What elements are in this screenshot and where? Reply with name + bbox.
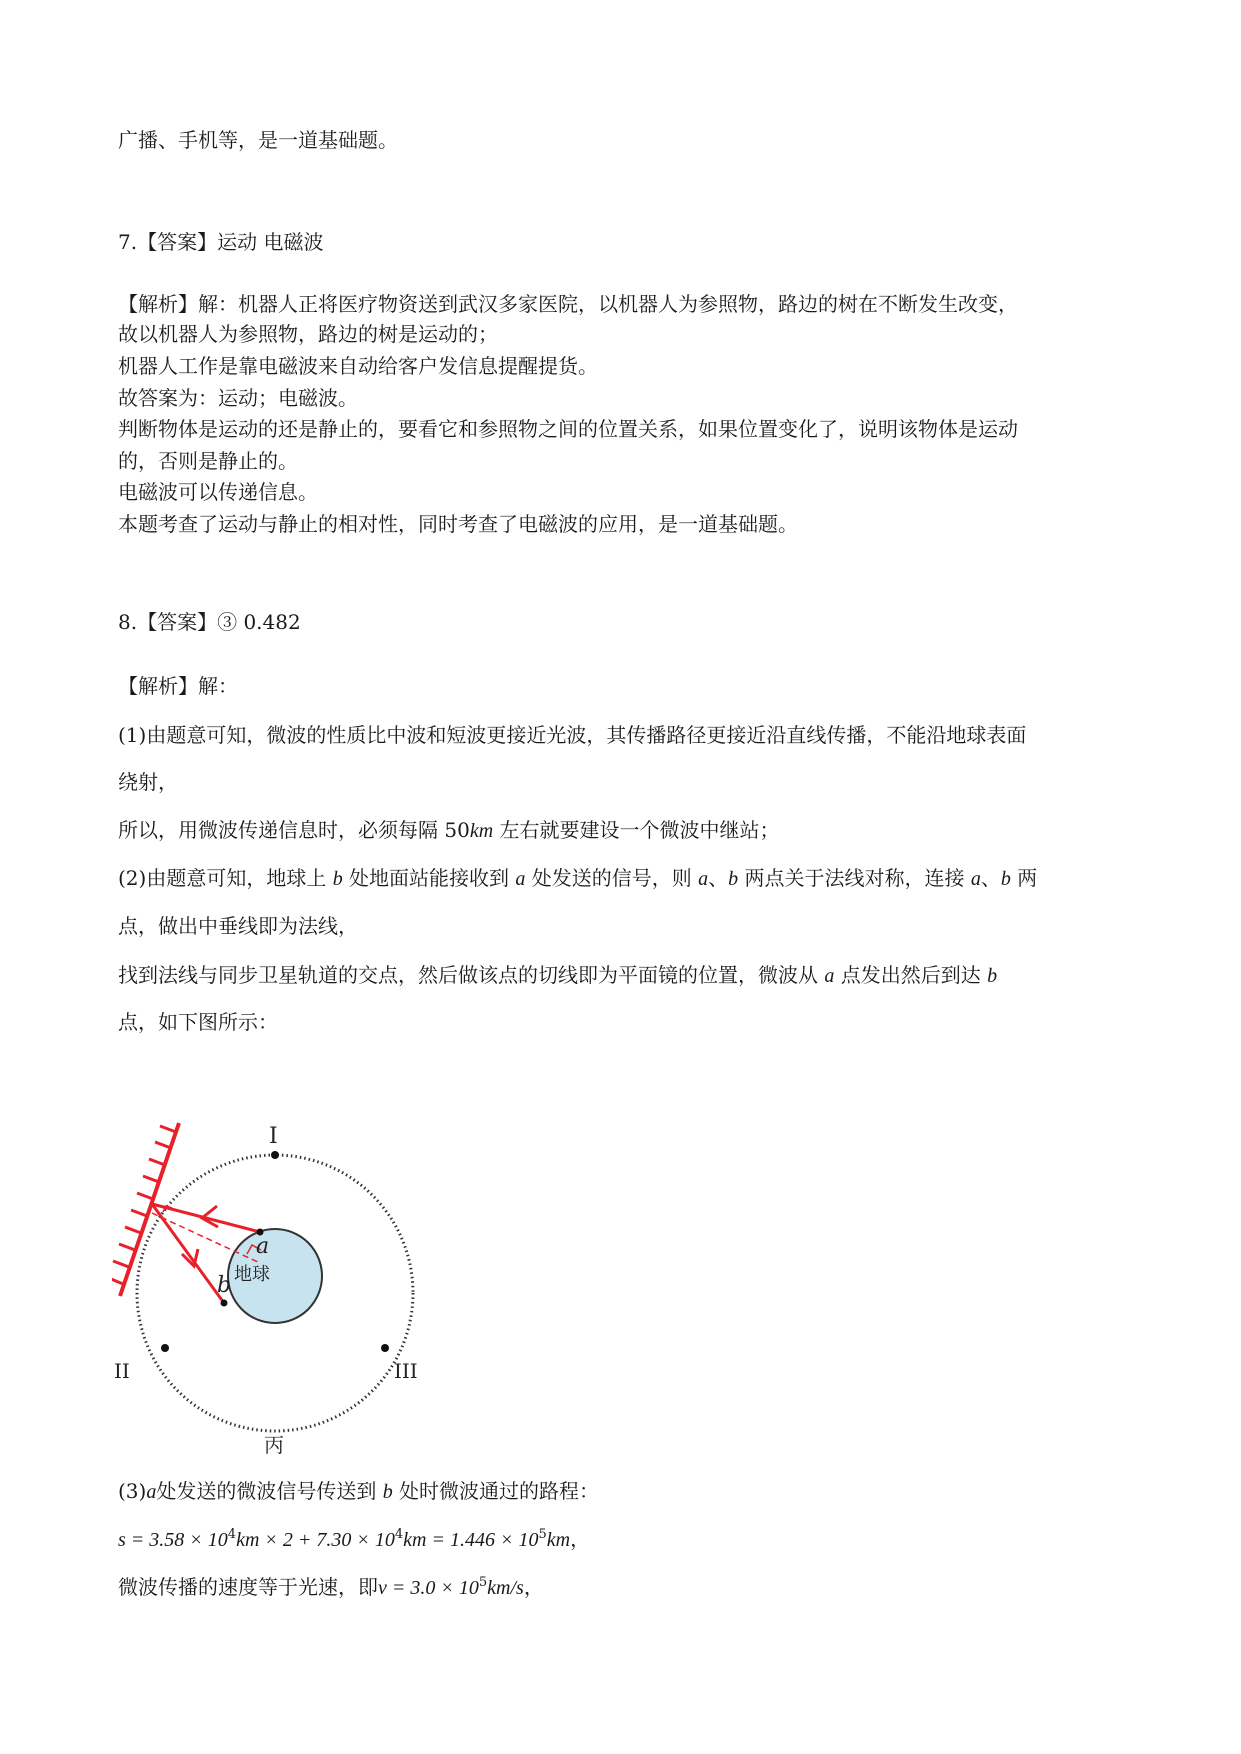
var-a: a <box>698 868 709 890</box>
text-line: 判断物体是运动的还是静止的，要看它和参照物之间的位置关系，如果位置变化了，说明该物体是运动 <box>118 417 1018 441</box>
text-span: ， <box>523 1575 544 1599</box>
text-line: 的，否则是静止的。 <box>118 449 298 473</box>
label-III: III <box>394 1359 418 1383</box>
text-line: 【解析】解： <box>118 674 238 698</box>
formula-part: km <box>546 1529 571 1551</box>
exponent: 5 <box>538 1527 547 1542</box>
text-line <box>118 1575 544 1600</box>
text-line: 广播、手机等，是一道基础题。 <box>118 128 398 152</box>
satellite-I-dot <box>271 1151 279 1159</box>
label-earth: 地球 <box>234 1264 270 1285</box>
var-a: a <box>146 1481 157 1503</box>
text-line <box>118 963 997 988</box>
text-span: ， <box>570 1527 591 1551</box>
text-line: 本题考查了运动与静止的相对性，同时考查了电磁波的应用，是一道基础题。 <box>118 512 798 536</box>
satellite-III-dot <box>381 1344 389 1352</box>
text-span: 左右就要建设一个微波中继站； <box>493 818 780 842</box>
q7-answer: 7.【答案】运动 电磁波 <box>118 230 324 254</box>
q8-answer: 8.【答案】③ 0.482 <box>118 610 301 634</box>
text-span: 两点关于法线对称，连接 <box>738 866 971 890</box>
text-line: 绕射， <box>118 770 178 794</box>
text-span: (2)由题意可知，地球上 <box>118 866 333 890</box>
var-a: a <box>515 868 526 890</box>
text-line: 【解析】解：机器人正将医疗物资送到武汉多家医院，以机器人为参照物，路边的树在不断发生改变， <box>118 292 1018 316</box>
label-a: a <box>256 1234 270 1259</box>
var-b: b <box>987 965 998 987</box>
formula-part: km = 1.446 × 10 <box>403 1529 539 1551</box>
satellite-mirror-figure <box>112 1108 442 1458</box>
text-line <box>118 866 1037 891</box>
text-span: 处发送的微波信号传送到 <box>156 1479 383 1503</box>
satellite-II-dot <box>161 1344 169 1352</box>
text-line <box>118 818 780 843</box>
text-line: 点，做出中垂线即为法线， <box>118 914 358 938</box>
text-line: (1)由题意可知，微波的性质比中波和短波更接近光波，其传播路径更接近沿直线传播，不能沿地球表面 <box>118 723 1027 747</box>
exponent: 4 <box>394 1527 404 1542</box>
text-line: 点，如下图所示： <box>118 1010 278 1034</box>
text-span: 、 <box>980 866 1001 890</box>
text-line: 故以机器人为参照物，路边的树是运动的； <box>118 322 498 346</box>
formula-line <box>118 1527 590 1552</box>
text-span: (3) <box>118 1479 147 1503</box>
text-line: 机器人工作是靠电磁波来自动给客户发信息提醒提货。 <box>118 354 598 378</box>
formula-part: v = 3.0 × 10 <box>378 1577 479 1599</box>
text-span: 两 <box>1010 866 1038 890</box>
text-span: 找到法线与同步卫星轨道的交点，然后做该点的切线即为平面镜的位置，微波从 <box>118 963 825 987</box>
text-span: 处地面站能接收到 <box>342 866 516 890</box>
incident-arrow-icon <box>202 1206 218 1227</box>
exponent: 4 <box>227 1527 237 1542</box>
point-b-dot <box>221 1300 228 1307</box>
var-b: b <box>728 868 739 890</box>
label-b: b <box>217 1273 232 1298</box>
formula-part: km/s <box>487 1577 524 1599</box>
text-line: 电磁波可以传递信息。 <box>118 480 318 504</box>
text-span: 、 <box>708 866 729 890</box>
exponent: 5 <box>478 1575 488 1590</box>
text-span: 处发送的信号，则 <box>525 866 699 890</box>
var-b: b <box>332 868 343 890</box>
var-b: b <box>382 1481 393 1503</box>
text-span: 微波传播的速度等于光速，即 <box>118 1575 378 1599</box>
text-line <box>118 1479 599 1504</box>
formula-part: km × 2 + 7.30 × 10 <box>236 1529 395 1551</box>
var-a: a <box>824 965 835 987</box>
label-I: I <box>269 1124 278 1149</box>
formula-part: s = 3.58 × 10 <box>118 1529 228 1551</box>
var-b: b <box>1000 868 1011 890</box>
text-span: 处时微波通过的路程： <box>392 1479 600 1503</box>
text-span: 所以，用微波传递信息时，必须每隔 50 <box>118 818 470 842</box>
text-line: 故答案为：运动；电磁波。 <box>118 386 358 410</box>
mirror-hatch <box>112 1126 176 1284</box>
label-II: II <box>114 1359 130 1383</box>
text-span: 点发出然后到达 <box>834 963 988 987</box>
unit-km: km <box>469 820 494 842</box>
figure-caption: 丙 <box>264 1433 284 1457</box>
var-a: a <box>970 868 981 890</box>
